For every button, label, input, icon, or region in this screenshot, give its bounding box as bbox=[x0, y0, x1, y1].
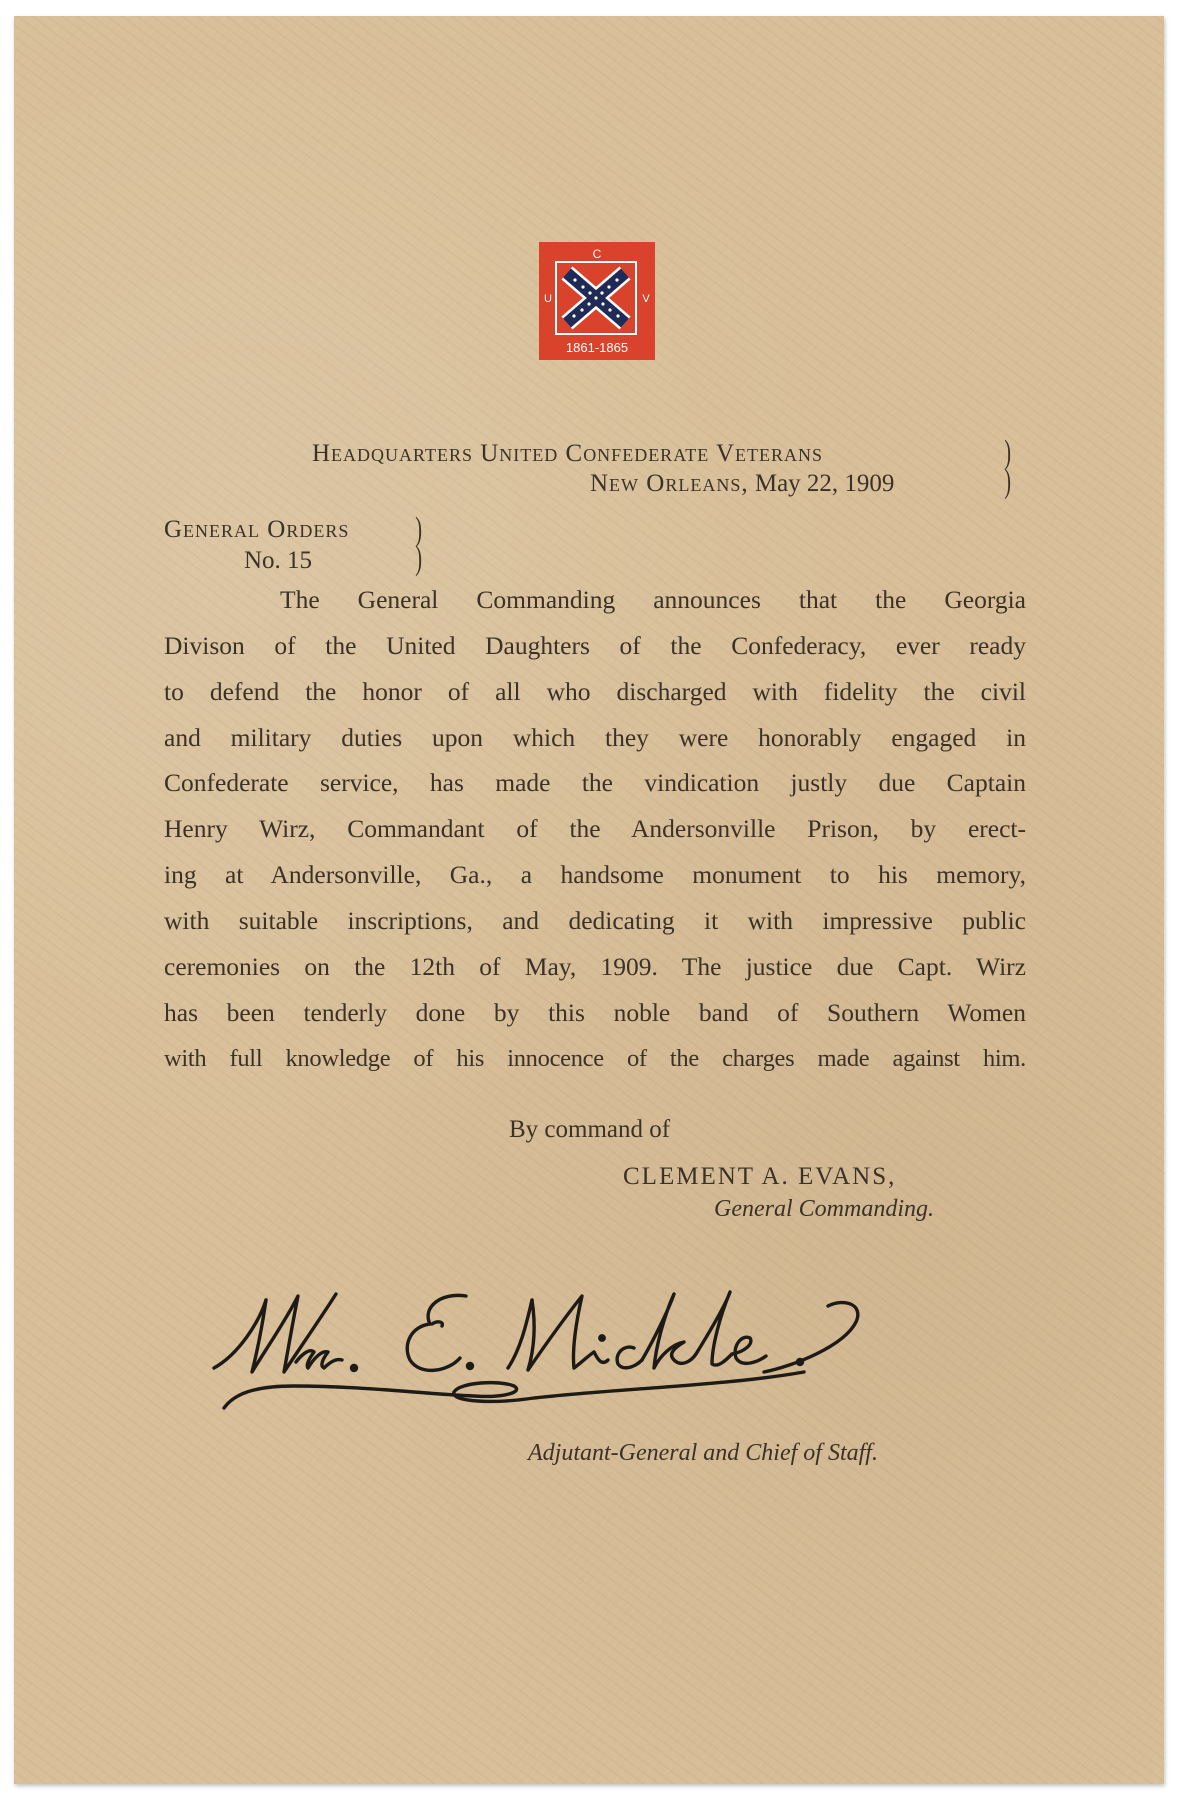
body-line-6: Henry Wirz, Commandant of the Andersonville Prison, by erect- bbox=[164, 814, 1026, 843]
orders-brace-bottom: ) bbox=[415, 540, 423, 577]
body-line-4: and military duties upon which they were honorably engaged in bbox=[164, 723, 1026, 752]
body-line-2: Divison of the United Daughters of the Confederacy, ever ready bbox=[164, 631, 1026, 660]
date: May 22, 1909 bbox=[754, 470, 895, 497]
body-line-3: to defend the honor of all who discharged with fidelity the civil bbox=[164, 677, 1026, 706]
location-date-line bbox=[590, 470, 894, 498]
body-line-11: with full knowledge of his innocence of the charges made against him. bbox=[164, 1045, 1026, 1072]
signer-title: Adjutant-General and Chief of Staff. bbox=[528, 1440, 878, 1466]
orders-brace-top: ) bbox=[415, 511, 423, 548]
by-command-of: By command of bbox=[509, 1116, 671, 1143]
location: New Orleans, bbox=[590, 470, 749, 497]
headquarters-line: Headquarters United Confederate Veterans bbox=[312, 440, 824, 467]
ucv-emblem bbox=[539, 242, 655, 360]
body-line-9: ceremonies on the 12th of May, 1909. The justice due Capt. Wirz bbox=[164, 952, 1026, 981]
general-orders-title: General Orders bbox=[164, 516, 350, 543]
emblem-years: 1861-1865 bbox=[565, 340, 629, 355]
body-line-7: ing at Andersonville, Ga., a handsome monument to his memory, bbox=[164, 860, 1026, 889]
emblem-letter-v: V bbox=[642, 293, 650, 305]
header-brace-bottom: ) bbox=[1004, 463, 1012, 500]
body-line-1: The General Commanding announces that the Georgia bbox=[280, 585, 1026, 614]
signature bbox=[204, 1256, 1004, 1436]
document-page bbox=[14, 16, 1164, 1784]
emblem-letter-c: C bbox=[592, 247, 602, 261]
emblem-letter-u: U bbox=[544, 293, 552, 305]
commander-name: CLEMENT A. EVANS, bbox=[623, 1163, 897, 1190]
body-line-5: Confederate service, has made the vindication justly due Captain bbox=[164, 768, 1026, 797]
body-line-10: has been tenderly done by this noble band of Southern Women bbox=[164, 998, 1026, 1027]
general-orders-number: No. 15 bbox=[244, 547, 313, 574]
body-line-8: with suitable inscriptions, and dedicating it with impressive public bbox=[164, 906, 1026, 935]
header-brace-top: ) bbox=[1004, 434, 1012, 471]
commander-title: General Commanding. bbox=[714, 1196, 934, 1222]
